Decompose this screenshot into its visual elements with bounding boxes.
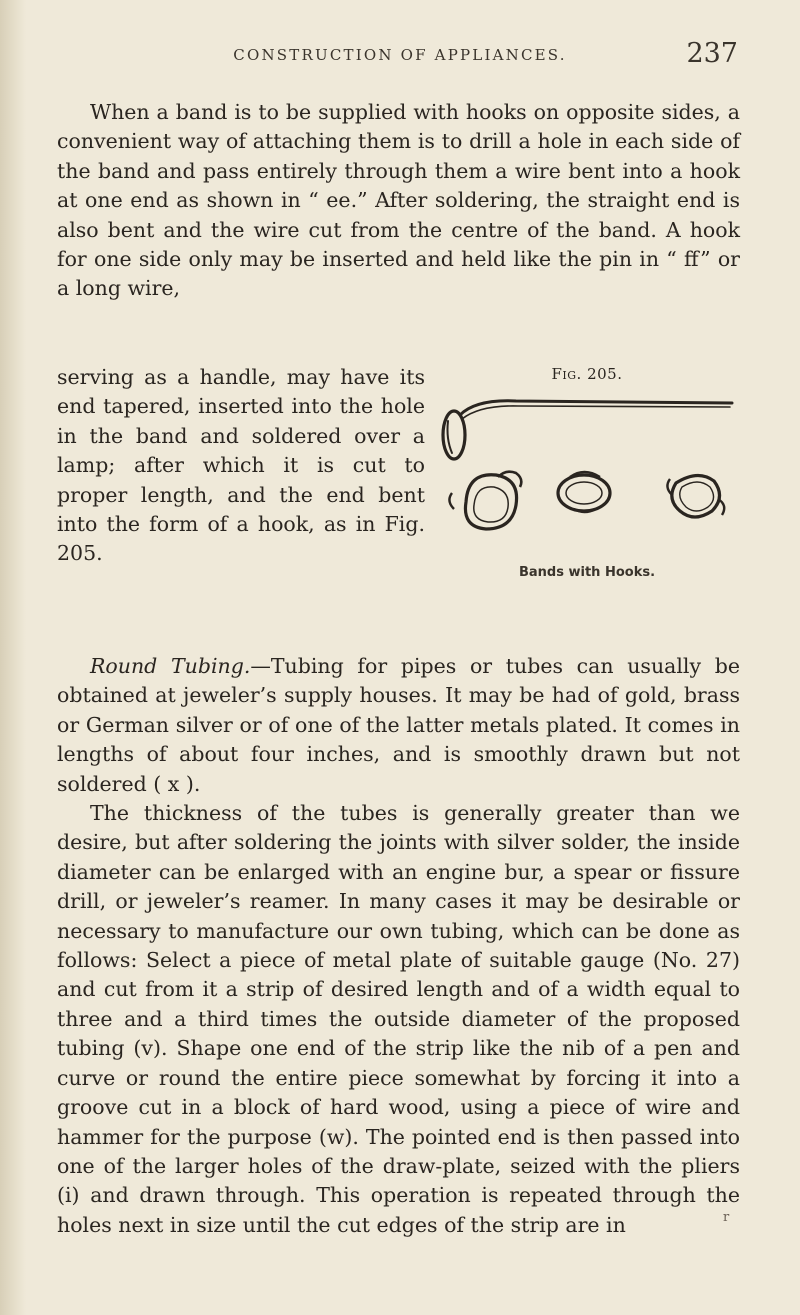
round-tubing-text: —Tubing for pipes or tubes can usually be obtained at jeweler’s supply houses. It may be had of gold, brass or German silver or of one of the latter metals plated. It comes in lengths of about four inches, and is smoothly drawn but not soldered ( x ).: [57, 654, 740, 796]
bands-with-hooks-illustration: [436, 387, 738, 562]
page-number: 237: [686, 38, 738, 69]
stray-mark: r: [723, 1210, 730, 1225]
band-long-wire: [443, 401, 732, 459]
body-text-top: [57, 98, 740, 304]
band-ring-middle: [558, 472, 610, 512]
figure-label: Fig. 205.: [551, 365, 623, 383]
band-hooked-left: [449, 472, 521, 529]
page-header: [0, 40, 800, 76]
section-heading-round-tubing: Round Tubing.: [90, 654, 251, 678]
figure-205: [436, 365, 738, 625]
figure-caption: Bands with Hooks.: [518, 565, 656, 580]
page-edge-shadow: [0, 0, 26, 1315]
body-text-wrapped: [57, 363, 425, 569]
running-head: CONSTRUCTION OF APPLIANCES.: [233, 46, 567, 64]
paragraph-tube-thickness: The thickness of the tubes is generally greater than we desire, but after soldering the joints with silver solder, the inside diameter can be enlarged with an engine bur, a spear or fissure drill, or jeweler’s reamer. In many cases it may be desirable or necessary to manufacture our own tubing, which can be done as follows: Select a piece of metal plate of suitable gauge (No. 27) and cut from it a strip of desired length and of a width equal to three and a third times the outside diameter of the proposed tubing (v). Shape one end of the strip like the nib of a pen and curve or round the entire piece somewhat by forcing it into a groove cut in a block of hard wood, using a piece of wire and hammer for the purpose (w). The pointed end is then passed into one of the larger holes of the draw-plate, seized with the pliers (i) and drawn through. This operation is repeated through the holes next in size until the cut edges of the strip are in: [57, 801, 740, 1237]
paragraph-hooks-intro: When a band is to be supplied with hooks on opposite sides, a convenient way of attaching them is to drill a hole in each side of the band and pass entirely through them a wire bent into a hook at one end as shown in “ ee.” After soldering, the straight end is also bent and the wire cut from the centre of the band. A hook for one side only may be inserted and held like the pin in “ ff” or a long wire,: [57, 100, 740, 301]
body-text-main: [57, 654, 740, 1240]
paragraph-round-tubing: [57, 652, 740, 799]
band-hooked-right: [667, 475, 724, 517]
paragraph-hooks-continued: serving as a handle, may have its end tapered, inserted into the hole in the band and soldered over a lamp; after which it is cut to proper length, and the end bent into the form of a hook, as in Fig. 205.: [57, 365, 425, 566]
